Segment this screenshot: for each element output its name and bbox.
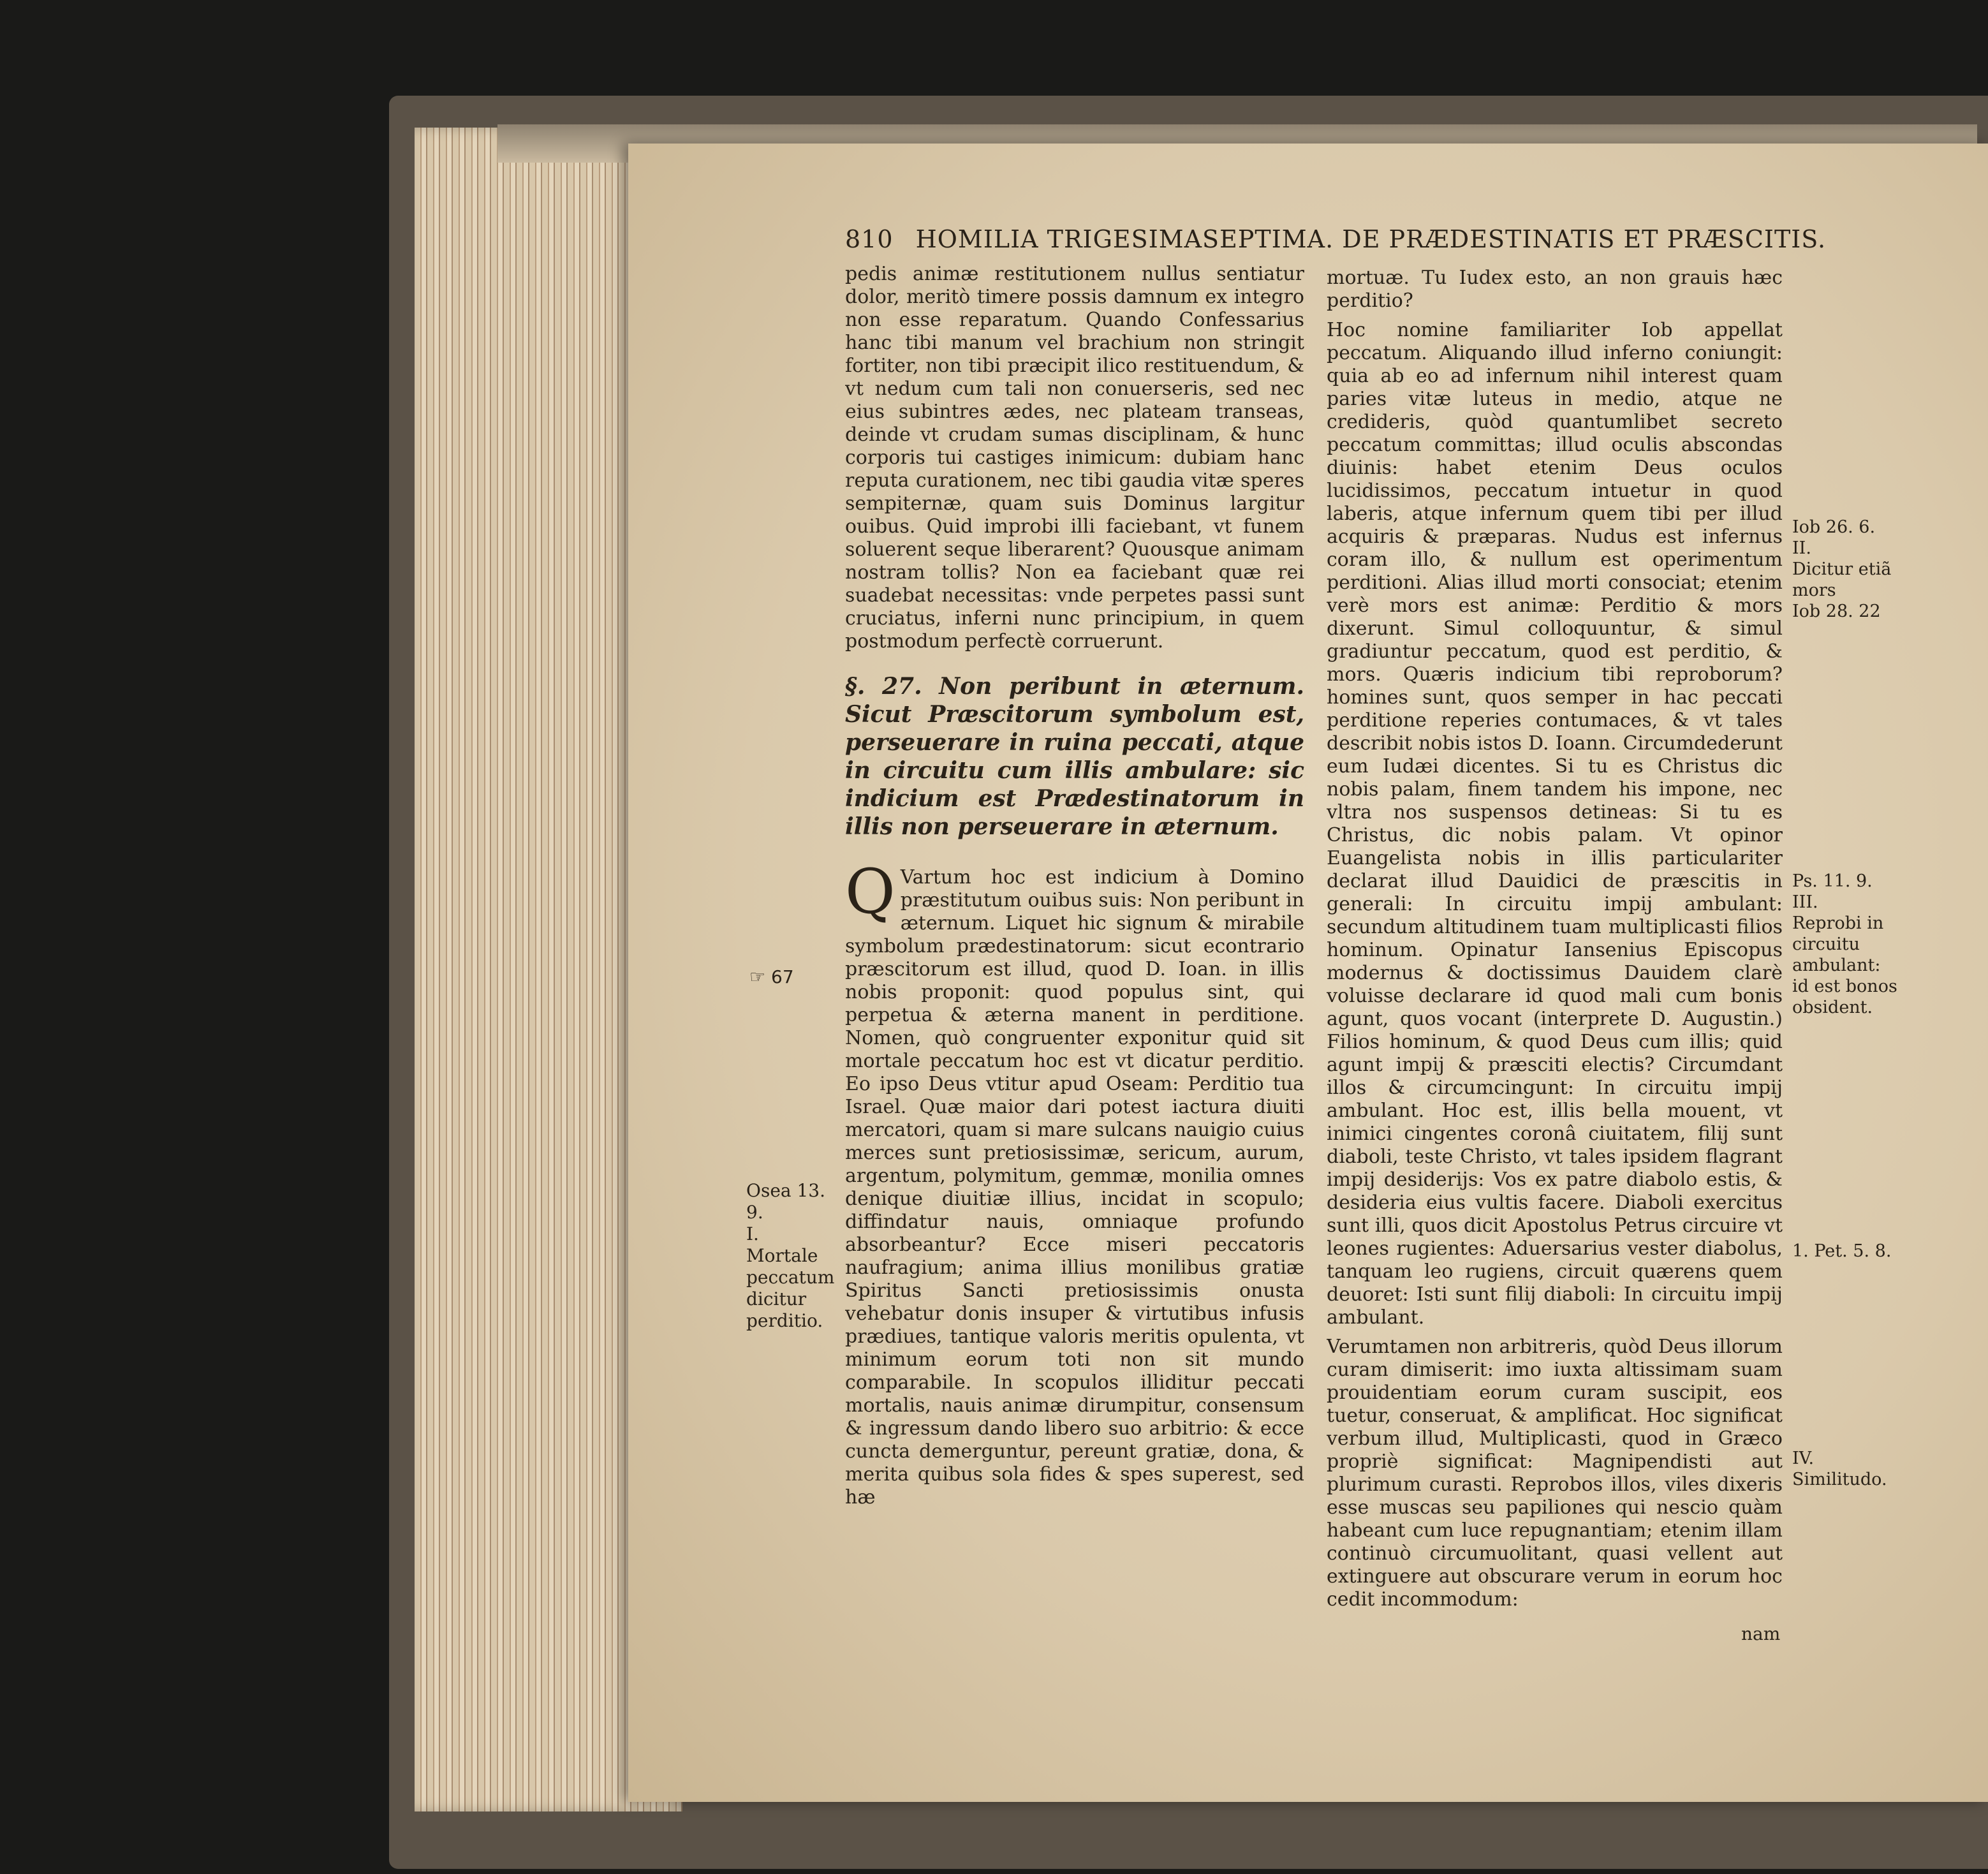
manicule-marker: ☞ 67 <box>749 966 794 987</box>
running-head <box>845 223 1827 255</box>
page-number: 810 <box>845 225 894 253</box>
margin-note-left: Osea 13. 9. I. Mortale peccatum dicitur perditio. <box>746 1180 835 1331</box>
catchword: nam <box>1741 1623 1781 1644</box>
right-text-column <box>1327 267 1783 1644</box>
section-heading: §. 27. Non peribunt in æternum. Sicut Præscitorum symbolum est, perseuerare in ruina peccati, atque in circuitu cum illis ambulare: sic indicium est Prædestinatorum in illis non perseuerare in æternum. <box>845 673 1304 840</box>
margin-note-right: Iob 26. 6. II. Dicitur etiã mors Iob 28. 22 <box>1792 517 1892 621</box>
left-text-column <box>845 263 1304 1641</box>
margin-note-right: 1. Pet. 5. 8. <box>1792 1241 1892 1261</box>
paragraph: mortuæ. Tu Iudex esto, an non grauis hæc perditio? <box>1327 267 1783 312</box>
running-title: HOMILIA TRIGESIMASEPTIMA. DE PRÆDESTINATIS ET PRÆSCITIS. <box>915 225 1827 253</box>
margin-note-right: Ps. 11. 9. III. Reprobi in circuitu ambulant: id est bonos obsident. <box>1792 871 1897 1017</box>
paragraph: Hoc nomine familiariter Iob appellat peccatum. Aliquando illud inferno coniungit: quia ab eo ad infernum nihil interest quam paries vitæ luteus in medio, atque ne credideris, quòd quantumlibet secreto peccatum committas; illud oculis abscondas diuinis: habet etenim Deus oculos lucidissimos, peccatum intuetur in quod laberis, atque infernum quem tibi per illud acquiris & præparas. Nudus est infernus coram illo, & nullum est operimentum perditioni. Alias illud morti consociat; etenim verè mors est animæ: Perditio & mors dixerunt. Simul colloquuntur, & simul gradiuntur peccatum, quod est perditio, & mors. Quæris indicium tibi reproborum? homines sunt, quos semper in hac peccati perditione reperies contumaces, & vt tales describit nobis istos D. Ioann. Circumdederunt eum Iudæi dicentes. Si tu es Christus dic nobis palam, finem tandem his impone, nec vltra nos suspensos detineas: Si tu es Christus, dic nobis palam. Vt opinor Euangelista nobis in illis particulariter declarat illud Dauidici de præscitis in generali: In circuitu impij ambulant: secundum altitudinem tuam multiplicasti filios hominum. Opinatur Iansenius Episcopus modernus & doctissimus Dauidem clarè voluisse declarare id quod mali cum bonis agunt, quos vocant (interprete D. Augustin.) Filios hominum, & quod Deus cum illis; quid agunt impij & præsciti electis? Circumdant illos & circumcingunt: In circuitu impij ambulant. Hoc est, illis bella mouent, vt inimici cingentes coronâ ciuitatem, filij sunt diaboli, teste Christo, vt tales ipsidem flagrant impij desiderijs: Vos ex patre diabolo estis, & desideria eius vultis facere. Diaboli exercitus sunt illi, quos dicit Apostolus Petrus circuire vt leones rugientes: Aduersarius vester diabolus, tanquam leo rugiens, circuit quærens quem deuoret: Isti sunt filij diaboli: In circuitu impij ambulant. <box>1327 319 1783 1329</box>
paragraph: QVartum hoc est indicium à Domino præstitutum ouibus suis: Non peribunt in æternum. Liquet hic signum & mirabile symbolum prædestinatorum: sicut econtrario præscitorum est illud, quod D. Ioan. in illis nobis proponit: quod populus sint, qui perpetua & æterna manent in perditione. Nomen, quò congruenter exponitur quid sit mortale peccatum hoc est vt dicatur perditio. Eo ipso Deus vtitur apud Oseam: Perditio tua Israel. Quæ maior dari potest iactura diuiti mercatori, quam si mare sulcans nauigio cuius merces sunt pretiosissimæ, sericum, aurum, argentum, polymitum, gemmæ, monilia omnes denique diuitiæ illius, incidat in scopulo; diffindatur nauis, omniaque profundo absorbeantur? Ecce miseri peccatoris naufragium; anima illius monilibus gratiæ Spiritus Sancti pretiosissimis onusta vehebatur donis insuper & virtutibus infusis prædiues, tantique valoris meritis opulenta, vt minimum eorum toti non sit mundo comparabile. In scopulos illiditur peccati mortalis, nauis animæ dirumpitur, consensum & ingressum dando libero suo arbitrio: & ecce cuncta demerguntur, pereunt gratiæ, dona, & merita quibus sola fides & spes superest, sed hæ <box>845 856 1304 1509</box>
margin-note-right: IV. Similitudo. <box>1792 1449 1887 1489</box>
paragraph: pedis animæ restitutionem nullus sentiatur dolor, meritò timere possis damnum ex integro non esse reparatum. Quando Confessarius hanc tibi manum vel brachium non stringit fortiter, non tibi præcipit ilico restituendum, & vt nedum cum tali non conuerseris, sed nec eius subintres ædes, nec plateam transeas, deinde vt crudam sumas disciplinam, & hunc corporis tui castiges inimicum: dubiam hanc reputa curationem, nec tibi gaudia vitæ speres sempiternæ, quam suis Dominus largitur ouibus. Quid improbi illi faciebant, vt funem soluerent seque liberarent? Quousque animam nostram tollis? Non ea faciebant quæ rei suadebat necessitas: vnde perpetes passi sunt cruciatus, inferni nunc principium, in quem postmodum perfectè corruerunt. <box>845 263 1304 653</box>
paragraph: Verumtamen non arbitreris, quòd Deus illorum curam dimiserit: imo iuxta altissimam suam prouidentiam eorum curam suscipit, eos tuetur, conseruat, & amplificat. Hoc significat verbum illud, Multiplicasti, quod in Græco propriè significat: Magnipendisti aut plurimum curasti. Reprobos illos, viles dixeris esse muscas seu papiliones qui nescio quàm habeant cum luce repugnantiam; etenim illam continuò circumuolitant, quasi vellent aut extinguere aut obscurare verum in eorum hoc cedit incommodum: <box>1327 1336 1783 1611</box>
